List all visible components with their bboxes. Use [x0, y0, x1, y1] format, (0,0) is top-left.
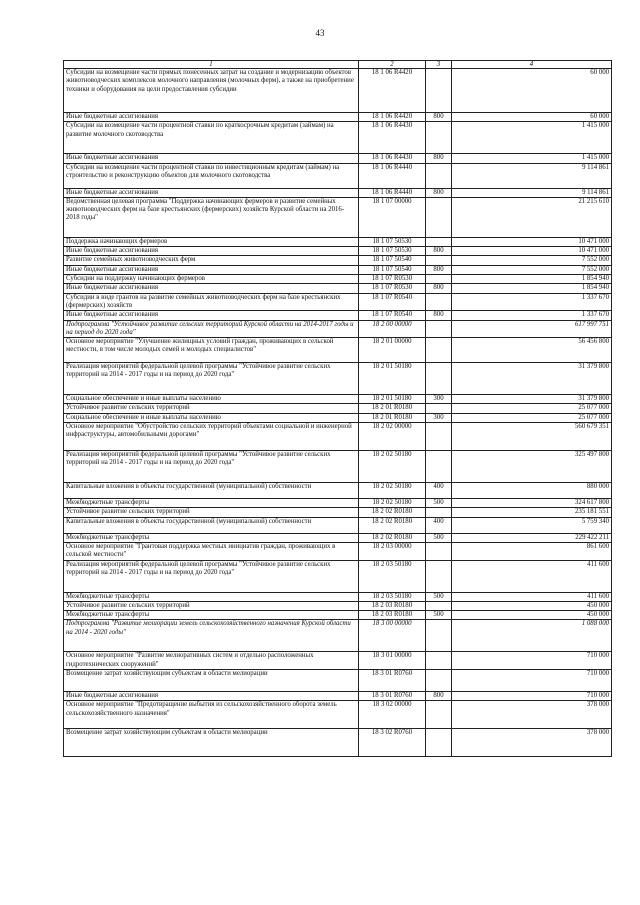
amount-cell: 1 854 940: [452, 284, 612, 293]
type-cell: [426, 163, 452, 188]
name-cell: Межбюджетные трансферты: [64, 499, 359, 508]
code-cell: 18 2 02 R0180: [359, 508, 426, 517]
table-row: [64, 265, 612, 274]
name-cell: Субсидии на возмещение части процентной ставки по инвестиционным кредитам (займам) на строительство и реконструкцию объектов для молочного скотоводства: [64, 163, 359, 188]
amount-cell: 31 379 800: [452, 363, 612, 395]
type-cell: 500: [426, 592, 452, 601]
table-row: [64, 311, 612, 320]
name-cell: Межбюджетные трансферты: [64, 533, 359, 542]
table-row: [64, 729, 612, 757]
type-cell: [426, 423, 452, 451]
name-cell: Субсидии на возмещение части процентной ставки по краткосрочным кредитам (займам) на развитие молочного скотоводства: [64, 122, 359, 154]
table-row: [64, 560, 612, 592]
name-cell: Возмещение затрат хозяйствующим субъектам в области мелиорации: [64, 729, 359, 757]
amount-cell: 1 337 670: [452, 311, 612, 320]
table-row: [64, 508, 612, 517]
header-col-3: 3: [426, 61, 452, 69]
code-cell: 18 1 06 R4430: [359, 122, 426, 154]
amount-cell: 710 000: [452, 652, 612, 670]
code-cell: 18 2 00 00000: [359, 320, 426, 338]
amount-cell: 7 552 000: [452, 256, 612, 265]
code-cell: 18 3 01 00000: [359, 652, 426, 670]
table-row: [64, 451, 612, 483]
amount-cell: 60 000: [452, 113, 612, 122]
name-cell: Иные бюджетные ассигнования: [64, 692, 359, 701]
name-cell: Межбюджетные трансферты: [64, 611, 359, 620]
amount-cell: 10 471 000: [452, 237, 612, 246]
type-cell: 800: [426, 311, 452, 320]
code-cell: 18 1 06 R4440: [359, 188, 426, 197]
code-cell: 18 1 07 R0530: [359, 275, 426, 284]
name-cell: Социальное обеспечение и иные выплаты населению: [64, 395, 359, 404]
type-cell: 400: [426, 517, 452, 533]
type-cell: [426, 122, 452, 154]
name-cell: Подпрограмма "Устойчивое развитие сельских территорий Курской области на 2014-2017 годы и на период до 2020 года": [64, 320, 359, 338]
table-row: [64, 275, 612, 284]
type-cell: 800: [426, 113, 452, 122]
code-cell: 18 2 02 R0180: [359, 533, 426, 542]
header-col-4: 4: [452, 61, 612, 69]
table-row: [64, 611, 612, 620]
amount-cell: 229 422 211: [452, 533, 612, 542]
name-cell: Основное мероприятие "Развитие мелиоративных систем и отдельно расположенных гидротехнических сооружений": [64, 652, 359, 670]
amount-cell: 21 215 610: [452, 197, 612, 237]
table-row: [64, 701, 612, 729]
type-cell: [426, 560, 452, 592]
code-cell: 18 2 01 R0180: [359, 404, 426, 413]
code-cell: 18 1 06 R4420: [359, 113, 426, 122]
type-cell: 300: [426, 395, 452, 404]
code-cell: 18 2 03 R0180: [359, 601, 426, 610]
amount-cell: 235 181 551: [452, 508, 612, 517]
name-cell: Поддержка начинающих фермеров: [64, 237, 359, 246]
code-cell: 18 2 01 00000: [359, 338, 426, 363]
type-cell: 300: [426, 413, 452, 422]
name-cell: Субсидии в виде грантов на развитие семейных животноводческих ферм на базе крестьянских (фермерских) хозяйств: [64, 293, 359, 311]
name-cell: Субсидии на возмещение части прямых понесенных затрат на создание и модернизацию объектов животноводческих комплексов молочного направления (молочных ферм), а также на приобретение техники и оборудования на цели предоставления субсидии: [64, 69, 359, 113]
amount-cell: 5 759 340: [452, 517, 612, 533]
amount-cell: 60 000: [452, 69, 612, 113]
code-cell: 18 1 07 00000: [359, 197, 426, 237]
name-cell: Иные бюджетные ассигнования: [64, 247, 359, 256]
type-cell: [426, 404, 452, 413]
code-cell: 18 3 02 R0760: [359, 729, 426, 757]
header-row: [64, 61, 612, 69]
table-row: [64, 652, 612, 670]
type-cell: 800: [426, 247, 452, 256]
type-cell: [426, 293, 452, 311]
table-row: [64, 293, 612, 311]
amount-cell: 9 114 861: [452, 163, 612, 188]
code-cell: 18 3 01 R0760: [359, 670, 426, 692]
type-cell: [426, 69, 452, 113]
code-cell: 18 1 06 R4430: [359, 154, 426, 163]
type-cell: [426, 363, 452, 395]
code-cell: 18 2 02 R0180: [359, 517, 426, 533]
table-row: [64, 517, 612, 533]
name-cell: Реализация мероприятий федеральной целевой программы "Устойчивое развитие сельских территорий на 2014 - 2017 годы и на период до 2020 года": [64, 363, 359, 395]
name-cell: Капитальные вложения в объекты государственной (муниципальной) собственности: [64, 517, 359, 533]
amount-cell: 378 000: [452, 729, 612, 757]
code-cell: 18 2 03 50180: [359, 592, 426, 601]
table-row: [64, 320, 612, 338]
amount-cell: 325 497 800: [452, 451, 612, 483]
code-cell: 18 2 02 50180: [359, 499, 426, 508]
table-row: [64, 163, 612, 188]
name-cell: Устойчивое развитие сельских территорий: [64, 508, 359, 517]
amount-cell: 617 997 751: [452, 320, 612, 338]
code-cell: 18 3 01 R0760: [359, 692, 426, 701]
code-cell: 18 1 07 50530: [359, 237, 426, 246]
amount-cell: 1 088 000: [452, 620, 612, 652]
table-row: [64, 363, 612, 395]
name-cell: Иные бюджетные ассигнования: [64, 113, 359, 122]
table-row: [64, 533, 612, 542]
amount-cell: 710 000: [452, 692, 612, 701]
table-row: [64, 670, 612, 692]
table-row: [64, 69, 612, 113]
type-cell: 500: [426, 611, 452, 620]
table-row: [64, 692, 612, 701]
type-cell: 800: [426, 692, 452, 701]
type-cell: 500: [426, 499, 452, 508]
amount-cell: 324 617 800: [452, 499, 612, 508]
name-cell: Реализация мероприятий федеральной целевой программы "Устойчивое развитие сельских территорий на 2014 - 2017 годы и на период до 2020 года": [64, 560, 359, 592]
code-cell: 18 2 01 50180: [359, 395, 426, 404]
type-cell: [426, 237, 452, 246]
name-cell: Устойчивое развитие сельских территорий: [64, 601, 359, 610]
amount-cell: 411 600: [452, 592, 612, 601]
name-cell: Ведомственная целевая программа "Поддержка начинающих фермеров и развитие семейных животноводческих ферм на базе крестьянских (фермерских) хозяйств Курской области на 2016-2018 годы": [64, 197, 359, 237]
amount-cell: 710 000: [452, 670, 612, 692]
table-body: [64, 69, 612, 757]
code-cell: 18 1 06 R4420: [359, 69, 426, 113]
amount-cell: 9 114 861: [452, 188, 612, 197]
type-cell: [426, 508, 452, 517]
amount-cell: 880 000: [452, 483, 612, 499]
table-row: [64, 256, 612, 265]
code-cell: 18 2 03 00000: [359, 542, 426, 560]
table-row: [64, 499, 612, 508]
type-cell: 800: [426, 154, 452, 163]
table-row: [64, 413, 612, 422]
name-cell: Иные бюджетные ассигнования: [64, 188, 359, 197]
type-cell: [426, 620, 452, 652]
amount-cell: 31 379 800: [452, 395, 612, 404]
type-cell: 800: [426, 265, 452, 274]
table-row: [64, 601, 612, 610]
type-cell: [426, 729, 452, 757]
amount-cell: 1 415 000: [452, 122, 612, 154]
code-cell: 18 2 01 50180: [359, 363, 426, 395]
table-row: [64, 404, 612, 413]
type-cell: 500: [426, 533, 452, 542]
table-row: [64, 122, 612, 154]
type-cell: [426, 652, 452, 670]
name-cell: Развитие семейных животноводческих ферм: [64, 256, 359, 265]
type-cell: [426, 197, 452, 237]
table-row: [64, 483, 612, 499]
code-cell: 18 1 07 R0540: [359, 311, 426, 320]
table-row: [64, 284, 612, 293]
amount-cell: 450 000: [452, 611, 612, 620]
type-cell: [426, 451, 452, 483]
name-cell: Основное мероприятие "Обустройство сельских территорий объектами социальной и инженерной инфраструктуры, автомобильными дорогами": [64, 423, 359, 451]
name-cell: Межбюджетные трансферты: [64, 592, 359, 601]
table-row: [64, 197, 612, 237]
table-row: [64, 237, 612, 246]
type-cell: [426, 320, 452, 338]
code-cell: 18 1 07 R0540: [359, 293, 426, 311]
table-row: [64, 592, 612, 601]
code-cell: 18 1 07 50530: [359, 247, 426, 256]
amount-cell: 378 000: [452, 701, 612, 729]
code-cell: 18 2 02 00000: [359, 423, 426, 451]
name-cell: Возмещение затрат хозяйствующим субъектам в области мелиорации: [64, 670, 359, 692]
name-cell: Реализация мероприятий федеральной целевой программы "Устойчивое развитие сельских территорий на 2014 - 2017 годы и на период до 2020 года": [64, 451, 359, 483]
type-cell: [426, 701, 452, 729]
type-cell: [426, 275, 452, 284]
page-number: 43: [315, 28, 325, 38]
name-cell: Устойчивое развитие сельских территорий: [64, 404, 359, 413]
amount-cell: 411 600: [452, 560, 612, 592]
name-cell: Социальное обеспечение и иные выплаты населению: [64, 413, 359, 422]
table-row: [64, 154, 612, 163]
type-cell: [426, 670, 452, 692]
header-col-2: 2: [359, 61, 426, 69]
table-row: [64, 247, 612, 256]
table-row: [64, 423, 612, 451]
code-cell: 18 1 07 R0530: [359, 284, 426, 293]
code-cell: 18 3 00 00000: [359, 620, 426, 652]
table-row: [64, 113, 612, 122]
type-cell: [426, 256, 452, 265]
name-cell: Иные бюджетные ассигнования: [64, 284, 359, 293]
amount-cell: 25 077 000: [452, 404, 612, 413]
type-cell: [426, 601, 452, 610]
table-row: [64, 338, 612, 363]
amount-cell: 25 077 000: [452, 413, 612, 422]
amount-cell: 1 854 940: [452, 275, 612, 284]
name-cell: Субсидии на поддержку начинающих фермеров: [64, 275, 359, 284]
code-cell: 18 2 03 R0180: [359, 611, 426, 620]
amount-cell: 7 552 000: [452, 265, 612, 274]
table-row: [64, 620, 612, 652]
amount-cell: 1 415 000: [452, 154, 612, 163]
code-cell: 18 2 01 R0180: [359, 413, 426, 422]
name-cell: Основное мероприятие "Грантовая поддержка местных инициатив граждан, проживающих в сельской местности": [64, 542, 359, 560]
type-cell: 400: [426, 483, 452, 499]
type-cell: [426, 542, 452, 560]
table-row: [64, 395, 612, 404]
code-cell: 18 1 06 R4440: [359, 163, 426, 188]
budget-table: [63, 60, 612, 757]
amount-cell: 861 600: [452, 542, 612, 560]
code-cell: 18 1 07 50540: [359, 256, 426, 265]
code-cell: 18 2 03 50180: [359, 560, 426, 592]
header-col-1: 1: [64, 61, 359, 69]
name-cell: Основное мероприятие "Улучшение жилищных условий граждан, проживающих в сельской местности, в том числе молодых семей и молодых специалистов": [64, 338, 359, 363]
table-row: [64, 188, 612, 197]
amount-cell: 56 456 800: [452, 338, 612, 363]
amount-cell: 450 000: [452, 601, 612, 610]
code-cell: 18 2 02 50180: [359, 451, 426, 483]
name-cell: Основное мероприятие "Предотвращение выбытия из сельскохозяйственного оборота земель сельскохозяйственного назначения": [64, 701, 359, 729]
name-cell: Иные бюджетные ассигнования: [64, 265, 359, 274]
type-cell: 800: [426, 284, 452, 293]
code-cell: 18 3 02 00000: [359, 701, 426, 729]
name-cell: Капитальные вложения в объекты государственной (муниципальной) собственности: [64, 483, 359, 499]
amount-cell: 10 471 000: [452, 247, 612, 256]
name-cell: Иные бюджетные ассигнования: [64, 311, 359, 320]
type-cell: [426, 338, 452, 363]
code-cell: 18 2 02 50180: [359, 483, 426, 499]
name-cell: Подпрограмма "Развитие мелиорации земель сельскохозяйственного назначения Курской области на 2014 - 2020 годы": [64, 620, 359, 652]
amount-cell: 1 337 670: [452, 293, 612, 311]
amount-cell: 560 679 351: [452, 423, 612, 451]
name-cell: Иные бюджетные ассигнования: [64, 154, 359, 163]
table-row: [64, 542, 612, 560]
type-cell: 800: [426, 188, 452, 197]
code-cell: 18 1 07 50540: [359, 265, 426, 274]
